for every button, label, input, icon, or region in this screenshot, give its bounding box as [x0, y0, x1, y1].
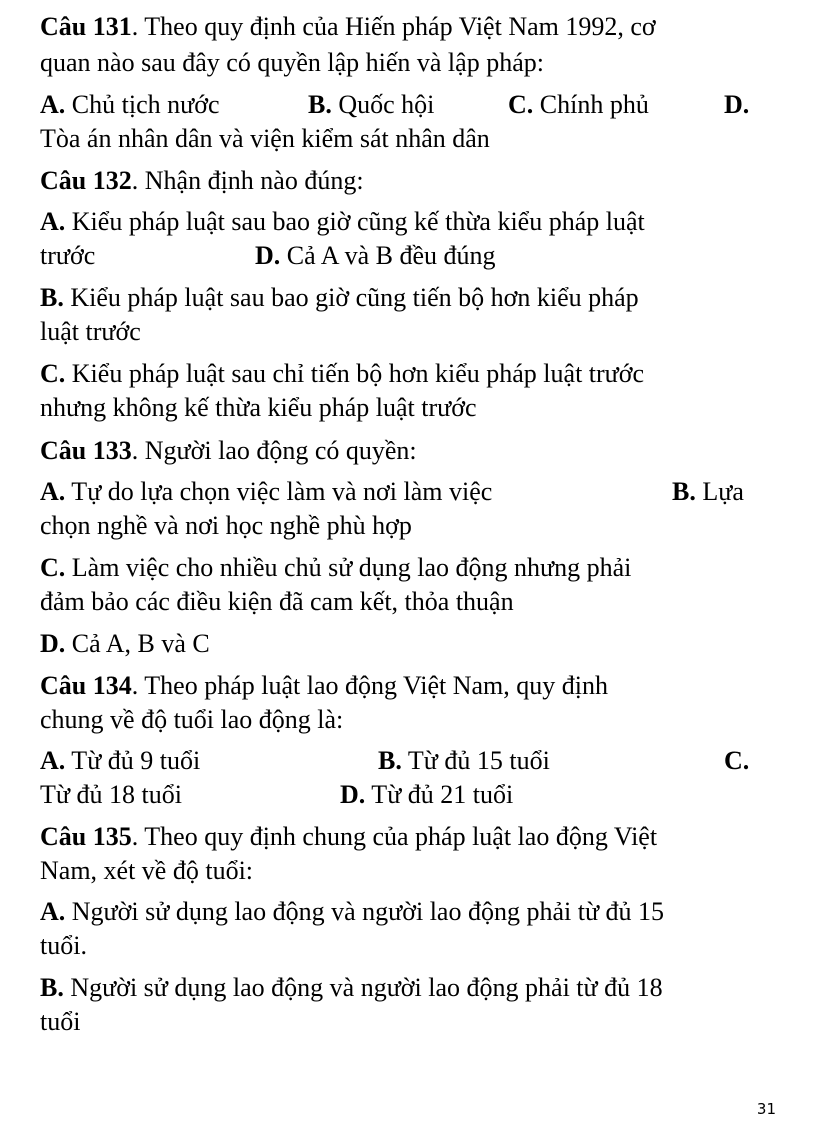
- option-key: A.: [40, 207, 66, 236]
- answer-option-b-cont: [40, 511, 412, 541]
- option-key: C.: [724, 746, 750, 775]
- answer-option-b-cont: [40, 1007, 80, 1037]
- option-text: Chủ tịch nước: [65, 90, 220, 119]
- answer-option-a: [40, 207, 645, 237]
- option-text: Từ đủ 21 tuổi: [365, 780, 514, 809]
- answer-option-c-text: [40, 780, 182, 810]
- question-text: . Nhận định nào đúng:: [131, 166, 364, 195]
- question-label: Câu 132: [40, 166, 132, 195]
- question-text: . Theo pháp luật lao động Việt Nam, quy định: [131, 671, 608, 700]
- option-text: Cả A và B đều đúng: [280, 241, 496, 270]
- question-label: Câu 134: [40, 671, 132, 700]
- question-label: Câu 135: [40, 822, 132, 851]
- answer-option-c-cont: [40, 587, 514, 617]
- answer-option-c: [724, 746, 749, 776]
- option-text: tuổi: [40, 1007, 81, 1036]
- option-key: D.: [255, 241, 281, 270]
- question-134-line-2: [40, 705, 343, 735]
- answer-option-d: [724, 90, 749, 120]
- option-key: A.: [40, 897, 66, 926]
- option-text: Từ đủ 15 tuổi: [401, 746, 550, 775]
- option-text: Kiểu pháp luật sau chỉ tiến bộ hơn kiểu pháp luật trước: [65, 359, 645, 388]
- question-135-line-2: [40, 856, 253, 886]
- question-131-line-1: [40, 12, 656, 42]
- answer-option-c: [40, 359, 644, 389]
- answer-option-a-cont: [40, 931, 87, 961]
- answer-option-b: [672, 477, 744, 507]
- option-text: Kiểu pháp luật sau bao giờ cũng tiến bộ hơn kiểu pháp: [63, 283, 639, 312]
- option-key: B.: [308, 90, 332, 119]
- option-text: chọn nghề và nơi học nghề phù hợp: [40, 511, 412, 540]
- option-text: Kiểu pháp luật sau bao giờ cũng kế thừa kiểu pháp luật: [65, 207, 645, 236]
- answer-option-c: [40, 553, 631, 583]
- option-text: tuổi.: [40, 931, 87, 960]
- answer-option-b: [40, 973, 663, 1003]
- page-number: 31: [756, 1100, 776, 1118]
- answer-option-a: [40, 897, 664, 927]
- answer-option-a: [40, 746, 200, 776]
- option-key: B.: [378, 746, 402, 775]
- option-text: đảm bảo các điều kiện đã cam kết, thỏa thuận: [40, 587, 514, 616]
- option-text: Chính phủ: [533, 90, 649, 119]
- answer-option-b: [40, 283, 639, 313]
- question-text: Nam, xét về độ tuổi:: [40, 856, 254, 885]
- option-text: Tòa án nhân dân và viện kiểm sát nhân dân: [40, 124, 490, 153]
- answer-option-d: [40, 629, 210, 659]
- option-text: trước: [40, 241, 96, 270]
- option-text: Cả A, B và C: [65, 629, 210, 658]
- option-text: Từ đủ 9 tuổi: [65, 746, 201, 775]
- answer-option-b: [308, 90, 434, 120]
- option-key: B.: [40, 973, 64, 1002]
- option-text: Người sử dụng lao động và người lao động phải từ đủ 18: [63, 973, 663, 1002]
- question-132-line-1: [40, 166, 364, 196]
- option-key: D.: [340, 780, 366, 809]
- option-text: Người sử dụng lao động và người lao động phải từ đủ 15: [65, 897, 665, 926]
- option-text: luật trước: [40, 317, 141, 346]
- question-134-line-1: [40, 671, 608, 701]
- option-key: C.: [40, 359, 66, 388]
- question-133-line-1: [40, 436, 417, 466]
- answer-option-b: [378, 746, 550, 776]
- answer-option-d: [340, 780, 513, 810]
- answer-option-a-cont: [40, 241, 95, 271]
- option-text: Quốc hội: [331, 90, 435, 119]
- option-key: A.: [40, 477, 66, 506]
- option-text: Lựa: [695, 477, 744, 506]
- answer-option-d-text: [40, 124, 490, 154]
- answer-option-c-cont: [40, 393, 477, 423]
- question-135-line-1: [40, 822, 657, 852]
- option-text: Làm việc cho nhiều chủ sử dụng lao động nhưng phải: [65, 553, 632, 582]
- answer-option-a: [40, 477, 492, 507]
- question-text: quan nào sau đây có quyền lập hiến và lập pháp:: [40, 48, 544, 77]
- option-key: C.: [508, 90, 534, 119]
- answer-option-c: [508, 90, 649, 120]
- option-key: D.: [40, 629, 66, 658]
- question-text: chung về độ tuổi lao động là:: [40, 705, 344, 734]
- option-key: C.: [40, 553, 66, 582]
- option-text: Từ đủ 18 tuổi: [40, 780, 182, 809]
- question-label: Câu 131: [40, 12, 132, 41]
- answer-option-d: [255, 241, 496, 271]
- question-label: Câu 133: [40, 436, 132, 465]
- option-key: D.: [724, 90, 750, 119]
- answer-option-b-cont: [40, 317, 141, 347]
- question-text: . Người lao động có quyền:: [131, 436, 417, 465]
- question-text: . Theo quy định của Hiến pháp Việt Nam 1992, cơ: [131, 12, 656, 41]
- option-key: A.: [40, 90, 66, 119]
- option-key: B.: [40, 283, 64, 312]
- option-text: nhưng không kế thừa kiểu pháp luật trước: [40, 393, 477, 422]
- answer-option-a: [40, 90, 220, 120]
- question-text: . Theo quy định chung của pháp luật lao động Việt: [131, 822, 658, 851]
- option-key: A.: [40, 746, 66, 775]
- option-key: B.: [672, 477, 696, 506]
- question-131-line-2: [40, 48, 544, 78]
- option-text: Tự do lựa chọn việc làm và nơi làm việc: [65, 477, 493, 506]
